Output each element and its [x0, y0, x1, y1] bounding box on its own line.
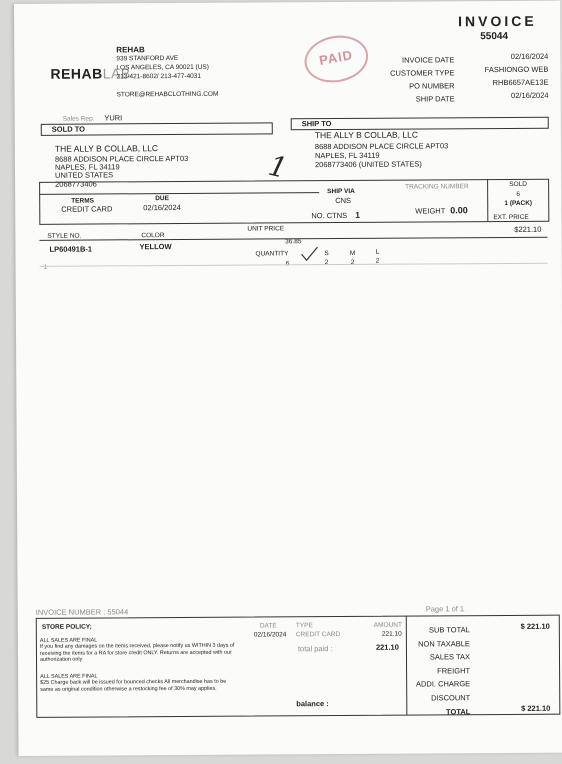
paid-stamp-text: PAID	[317, 47, 355, 68]
pay-amount: 221.10	[381, 630, 402, 638]
sold-to-line-2: NAPLES, FL 34119	[54, 162, 120, 172]
ctns	[311, 211, 360, 221]
sub-total-label: SUB TOTAL	[428, 625, 470, 635]
size-label-m: M	[349, 249, 356, 257]
ship-to-line-2: NAPLES, FL 34119	[314, 150, 380, 161]
ship-to-name: THE ALLY B COLLAB, LLC	[314, 129, 418, 141]
terms-box	[39, 179, 549, 225]
freight-label: FREIGHT	[437, 666, 471, 676]
meta-value-po-number: RHB6657AE13E	[492, 77, 549, 88]
policy-block-1	[40, 637, 236, 664]
discount-label: DISCOUNT	[431, 693, 471, 703]
size-qty-s: 2	[324, 259, 329, 267]
invoice-number: 55044	[480, 30, 509, 43]
sales-rep-label: Sales Rep.	[62, 115, 95, 123]
logo-light: LAB	[102, 65, 131, 82]
sold-value: 6	[516, 190, 521, 198]
weight	[415, 206, 468, 216]
policy-title: STORE POLICY;	[41, 623, 92, 631]
size-qty-l: 2	[375, 257, 380, 265]
sold-to-line-1: 8688 ADDISON PLACE CIRCLE APT03	[54, 153, 189, 164]
meta-label-invoice-date: INVOICE DATE	[401, 55, 455, 65]
balance-label: balance :	[296, 699, 329, 709]
meta-label-po-number: PO NUMBER	[409, 81, 455, 91]
non-taxable-label: NON TAXABLE	[418, 638, 470, 649]
company-phone: 213-421-8602/ 213-477-4031	[116, 72, 202, 81]
total-value: $ 221.10	[521, 703, 551, 713]
item-row-index: 1	[43, 263, 48, 271]
pay-date-label: DATE	[259, 622, 277, 630]
total-label: TOTAL	[445, 706, 471, 716]
col-style-header: STYLE NO.	[47, 232, 82, 240]
terms-value: CREDIT CARD	[61, 204, 113, 214]
sales-rep-value: YURI	[104, 113, 123, 123]
company-address-1: 939 STANFORD AVE	[116, 54, 179, 63]
col-color-header: COLOR	[141, 232, 165, 240]
meta-values	[462, 50, 548, 103]
meta-label-ship-date: SHIP DATE	[415, 94, 455, 104]
ctns-label: NO. CTNS	[311, 210, 348, 221]
handwritten-mark: 1	[265, 148, 291, 186]
terms-label: TERMS	[71, 197, 94, 205]
item-quantity: 6	[285, 260, 290, 268]
size-label-l: L	[375, 248, 380, 256]
paid-stamp	[301, 31, 372, 88]
sold-to-line-3: UNITED STATES	[55, 170, 114, 180]
size-qty-m: 2	[350, 258, 355, 266]
ship-to-line-3: 2068773406 (UNITED STATES)	[314, 159, 422, 170]
logo-bold: REHAB	[50, 65, 103, 82]
weight-label: WEIGHT	[415, 206, 446, 216]
policy-2-title: ALL SALES ARE FINAL	[40, 673, 98, 680]
item-color: YELLOW	[139, 242, 172, 252]
total-paid-value: 221.10	[375, 642, 399, 652]
invoice-title: INVOICE	[458, 12, 537, 30]
company-name: REHAB	[116, 45, 145, 55]
ship-via-value: CNS	[335, 195, 352, 206]
sales-rep	[63, 114, 123, 123]
sales-tax-label: SALES TAX	[429, 652, 471, 662]
col-ext-price-header: EXT. PRICE	[493, 213, 529, 222]
total-paid-label: total paid :	[297, 644, 333, 654]
company-email: STORE@REHABCLOTHING.COM	[116, 90, 219, 99]
sold-label: SOLD	[509, 180, 527, 188]
addl-charge-label: ADDI. CHARGE	[415, 679, 471, 689]
footer-invoice-number: INVOICE NUMBER : 55044	[35, 607, 129, 617]
ship-to-heading: SHIP TO	[301, 119, 332, 129]
item-ext-price: $221.10	[514, 224, 542, 234]
size-label-s: S	[324, 250, 329, 258]
ctns-value: 1	[355, 209, 360, 220]
pay-type: CREDIT CARD	[295, 631, 341, 639]
sold-to-phone: 2068773406	[55, 179, 97, 189]
sub-total-value: $ 221.10	[520, 621, 550, 631]
due-label: DUE	[155, 195, 169, 203]
pay-type-label: TYPE	[295, 622, 313, 630]
meta-labels	[374, 53, 454, 105]
ship-to-header-box	[291, 117, 549, 131]
item-quantity-label: QUANTITY	[255, 250, 289, 258]
item-style: LP60491B-1	[49, 244, 93, 254]
invoice-page	[14, 1, 562, 756]
policy-1-text: If you find any damages on the items received, please notify us WITHIN 3 days of receiving the items for a RA for store credit ONLY. Returns are accepted with our authorization only	[39, 643, 235, 664]
footer-page: Page 1 of 1	[425, 604, 465, 614]
col-unit-price-header: UNIT PRICE	[247, 225, 285, 233]
meta-value-ship-date: 02/16/2024	[510, 90, 549, 100]
sold-to-heading: SOLD TO	[51, 124, 85, 134]
pay-amount-label: AMOUNT	[373, 621, 402, 629]
meta-value-invoice-date: 02/16/2024	[510, 51, 549, 61]
ship-via-label: SHIP VIA	[327, 187, 355, 196]
weight-value: 0.00	[450, 205, 468, 216]
sold-to-header-box	[41, 122, 273, 135]
company-address-2: LOS ANGELES, CA 90021 (US)	[116, 63, 209, 72]
sold-pack: 1 (PACK)	[504, 199, 533, 208]
item-unit-price: 36.85	[285, 238, 302, 246]
due-value: 02/16/2024	[143, 202, 181, 213]
policy-block-2	[40, 673, 236, 693]
meta-label-customer-type: CUSTOMER TYPE	[390, 68, 455, 78]
pay-date: 02/16/2024	[253, 631, 287, 639]
ship-to-line-1: 8688 ADDISON PLACE CIRCLE APT03	[314, 141, 449, 152]
meta-value-customer-type: FASHIONGO WEB	[484, 64, 549, 75]
totals-labels	[410, 623, 471, 719]
policy-2-text: $25 Charge back will be issued for bounced checks All merchandise has to be same as original condition otherwise a restocking fee of 30% may applies.	[40, 679, 227, 693]
tracking-label: TRACKING NUMBER	[405, 183, 469, 191]
check-mark-icon	[299, 246, 319, 262]
sold-to-name: THE ALLY B COLLAB, LLC	[54, 143, 159, 154]
policy-1-title: ALL SALES ARE FINAL	[39, 637, 98, 644]
